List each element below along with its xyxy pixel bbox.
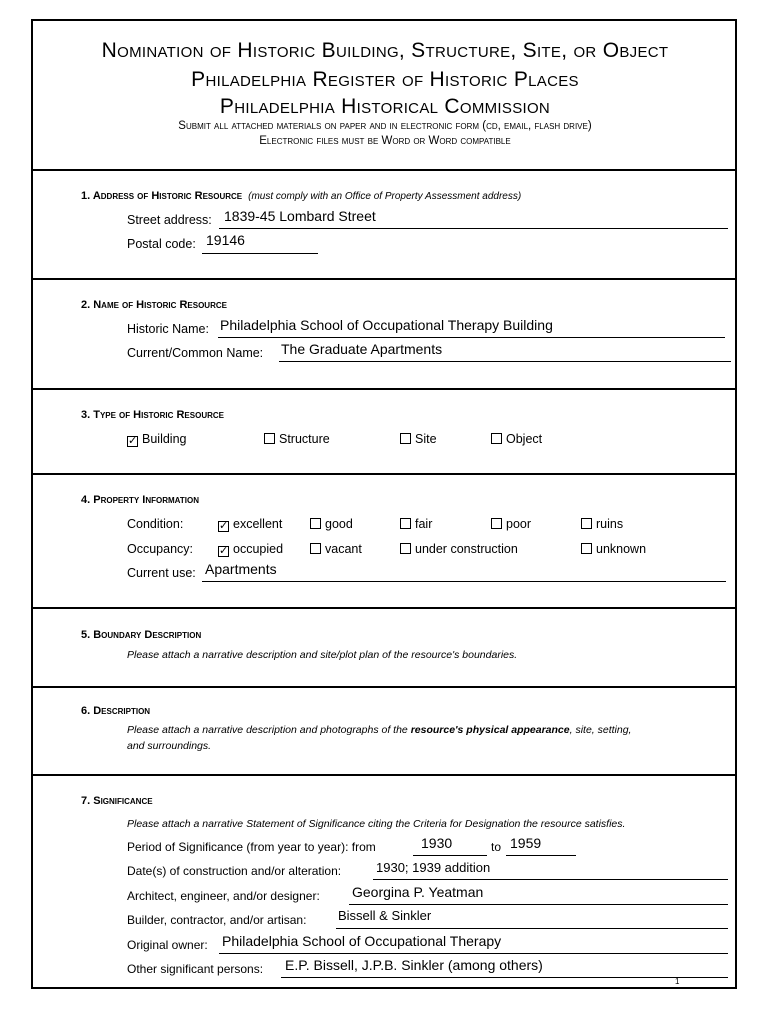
- section-1-title: 1. Address of Historic Resource (must comply with an Office of Property Assessment address): [81, 190, 522, 202]
- occupancy-under-construction-checkbox[interactable]: under construction: [400, 542, 518, 556]
- checkbox-icon: ✓: [219, 545, 229, 557]
- section-divider: [33, 686, 735, 688]
- section-divider: [33, 473, 735, 475]
- type-site-checkbox[interactable]: Site: [400, 432, 437, 446]
- common-name-label: Current/Common Name:: [127, 346, 264, 360]
- postal-code-field[interactable]: 19146: [206, 232, 245, 248]
- section-4-title: 4. Property Information: [81, 494, 199, 506]
- checkbox-icon: [310, 543, 321, 554]
- checkbox-icon: [581, 543, 592, 554]
- original-owner-field[interactable]: Philadelphia School of Occupational Therapy: [222, 933, 502, 949]
- section-5-title: 5. Boundary Description: [81, 629, 202, 641]
- period-to-field[interactable]: 1959: [510, 835, 542, 851]
- checkbox-icon: [581, 518, 592, 529]
- period-from-field[interactable]: 1930: [421, 835, 453, 851]
- section-divider: [33, 169, 735, 171]
- checkbox-icon: [264, 433, 275, 444]
- street-address-line: [219, 228, 728, 229]
- builder-field[interactable]: Bissell & Sinkler: [338, 908, 432, 923]
- architect-label: Architect, engineer, and/or designer:: [127, 889, 320, 903]
- builder-label: Builder, contractor, and/or artisan:: [127, 913, 307, 927]
- register-title: Philadelphia Register of Historic Places: [191, 68, 579, 91]
- submit-instructions: Submit all attached materials on paper and in electronic form (cd, email, flash drive): [178, 120, 592, 132]
- electronic-instructions: Electronic files must be Word or Word compatible: [259, 135, 511, 147]
- builder-line: [336, 928, 728, 929]
- current-use-field[interactable]: Apartments: [205, 561, 277, 577]
- section-divider: [33, 607, 735, 609]
- checkbox-icon: [400, 433, 411, 444]
- original-owner-label: Original owner:: [127, 938, 208, 952]
- page-number: 1: [675, 977, 680, 986]
- checkbox-icon: [310, 518, 321, 529]
- street-address-field[interactable]: 1839-45 Lombard Street: [224, 208, 376, 224]
- type-building-checkbox[interactable]: ✓ Building: [128, 432, 187, 447]
- boundary-instructions: Please attach a narrative description and site/plot plan of the resource's boundaries.: [127, 649, 518, 661]
- architect-line: [349, 904, 728, 905]
- type-object-checkbox[interactable]: Object: [491, 432, 542, 446]
- construction-dates-label: Date(s) of construction and/or alteration:: [127, 864, 342, 878]
- occupancy-vacant-checkbox[interactable]: vacant: [310, 542, 362, 556]
- construction-dates-field[interactable]: 1930; 1939 addition: [376, 860, 491, 875]
- architect-field[interactable]: Georgina P. Yeatman: [352, 884, 484, 900]
- postal-code-label: Postal code:: [127, 237, 196, 251]
- checkbox-icon: ✓: [219, 520, 229, 532]
- current-use-line: [202, 581, 726, 582]
- section-divider: [33, 388, 735, 390]
- historic-name-line: [218, 337, 725, 338]
- construction-dates-line: [373, 879, 728, 880]
- common-name-line: [279, 361, 731, 362]
- section-divider: [33, 774, 735, 776]
- significant-persons-label: Other significant persons:: [127, 962, 264, 976]
- significant-persons-field[interactable]: E.P. Bissell, J.P.B. Sinkler (among others): [285, 957, 543, 973]
- checkbox-icon: [400, 543, 411, 554]
- current-use-label: Current use:: [127, 566, 196, 580]
- occupancy-occupied-checkbox[interactable]: ✓ occupied: [219, 542, 284, 557]
- condition-poor-checkbox[interactable]: poor: [491, 517, 531, 531]
- historic-name-label: Historic Name:: [127, 322, 209, 336]
- common-name-field[interactable]: The Graduate Apartments: [281, 341, 443, 357]
- section-divider: [33, 278, 735, 280]
- section-2-title: 2. Name of Historic Resource: [81, 299, 227, 311]
- checkbox-icon: [491, 433, 502, 444]
- description-instructions: Please attach a narrative description and photographs of the resource's physical appearance, site, setting,: [127, 724, 632, 736]
- period-to-label: to: [491, 840, 502, 854]
- checkbox-icon: [400, 518, 411, 529]
- period-to-line: [506, 855, 576, 856]
- condition-good-checkbox[interactable]: good: [310, 517, 353, 531]
- historic-name-field[interactable]: Philadelphia School of Occupational Therapy Building: [220, 317, 553, 333]
- commission-title: Philadelphia Historical Commission: [219, 95, 551, 118]
- street-address-label: Street address:: [127, 213, 212, 227]
- condition-ruins-checkbox[interactable]: ruins: [581, 517, 623, 531]
- significance-instructions: Please attach a narrative Statement of Significance citing the Criteria for Designation the resource satisfies.: [127, 818, 626, 830]
- description-instructions-cont: and surroundings.: [127, 740, 212, 752]
- period-from-line: [413, 855, 487, 856]
- form-title: Nomination of Historic Building, Structure, Site, or Object: [101, 39, 669, 62]
- condition-fair-checkbox[interactable]: fair: [400, 517, 432, 531]
- period-label: Period of Significance (from year to year): from: [127, 840, 376, 854]
- section-3-title: 3. Type of Historic Resource: [81, 409, 224, 421]
- section-6-title: 6. Description: [81, 705, 151, 717]
- original-owner-line: [219, 953, 728, 954]
- condition-label: Condition:: [127, 517, 184, 531]
- occupancy-unknown-checkbox[interactable]: unknown: [581, 542, 646, 556]
- checkbox-icon: [491, 518, 502, 529]
- section-1-note: (must comply with an Office of Property Assessment address): [248, 191, 522, 202]
- occupancy-label: Occupancy:: [127, 542, 194, 556]
- section-7-title: 7. Significance: [81, 795, 153, 807]
- checkbox-icon: ✓: [128, 435, 138, 447]
- type-structure-checkbox[interactable]: Structure: [264, 432, 330, 446]
- condition-excellent-checkbox[interactable]: ✓ excellent: [219, 517, 283, 532]
- postal-code-line: [202, 253, 318, 254]
- significant-persons-line: [281, 977, 728, 978]
